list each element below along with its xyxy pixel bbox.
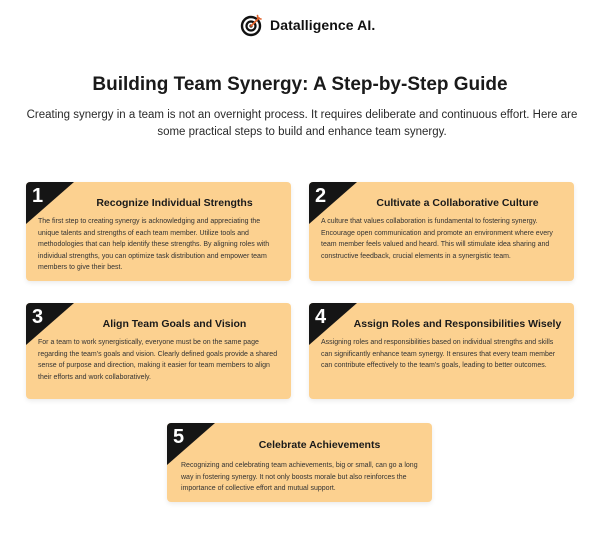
step-card-4: [309, 303, 574, 399]
step-description: Recognizing and celebrating team achievements, big or small, can go a long way in fostering synergy. It not only boosts morale but also reinforces the importance of collective effort and mutual support.: [181, 462, 418, 492]
target-icon: [240, 13, 264, 37]
step-number: 2: [315, 185, 327, 207]
page-title: Building Team Synergy: A Step-by-Step Guide: [92, 74, 508, 95]
step-title: Recognize Individual Strengths: [96, 197, 253, 209]
step-title: Celebrate Achievements: [258, 439, 381, 451]
step-card-1: [26, 182, 291, 281]
step-title: Cultivate a Collaborative Culture: [376, 197, 539, 209]
step-number: 3: [32, 306, 44, 328]
step-description: A culture that values collaboration is fundamental to fostering synergy. Encourage open communication and promote an environment where every team member feels valued and heard. This will stimulate idea sharing and constructive feedback, crucial elements in a synergistic team.: [321, 218, 553, 260]
brand-logo: [240, 12, 375, 38]
intro-text: Creating synergy in a team is not an overnight process. It requires deliberate and continuous effort. Here are some practical steps to build and enhance team synergy.: [26, 109, 578, 138]
step-title: Align Team Goals and Vision: [102, 318, 247, 330]
step-number: 4: [315, 306, 327, 328]
step-card-3: [26, 303, 291, 399]
step-title: Assign Roles and Responsibilities Wisely: [353, 318, 562, 330]
step-number: 5: [173, 426, 185, 448]
step-card-5: [167, 423, 432, 502]
step-number: 1: [32, 185, 44, 207]
step-card-2: [309, 182, 574, 281]
brand-name: Datalligence AI.: [270, 17, 376, 33]
step-description: For a team to work synergistically, everyone must be on the same page regarding the team's goals and vision. Clearly defined goals provide a shared sense of purpose and direction, making it easier for team members to align their efforts and work collaboratively.: [38, 339, 278, 381]
step-description: Assigning roles and responsibilities based on individual strengths and skills can significantly enhance team synergy. It ensures that every team member can contribute effectively to the team's goals, leading to better outcomes.: [321, 339, 556, 369]
step-description: The first step to creating synergy is acknowledging and appreciating the unique talents and strengths of each team member. Utilize tools and methodologies that can help identify these strengths. By aligning roles with individual strengths, you can optimize task distribution and empower team members to give their best.: [38, 218, 270, 271]
